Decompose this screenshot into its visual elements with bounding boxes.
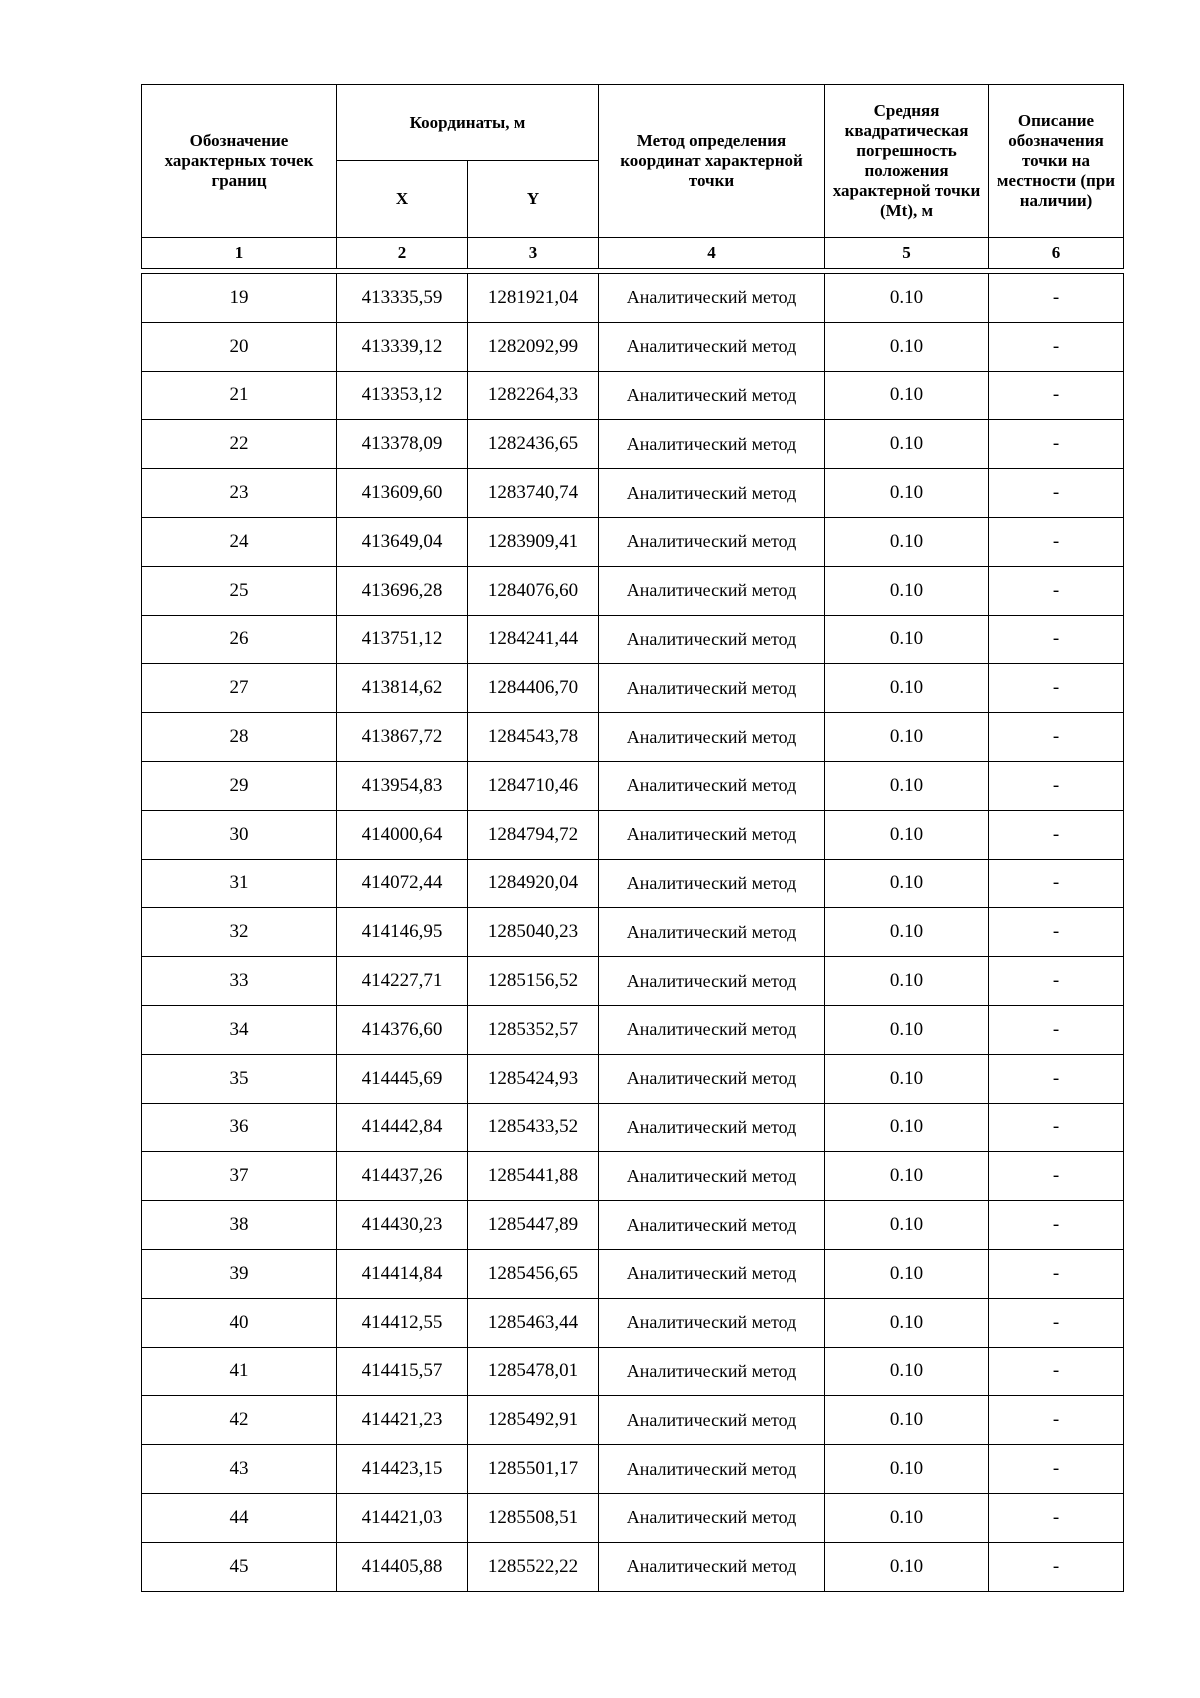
mean-error-cell: 0.10: [825, 1054, 989, 1103]
x-coordinate-cell: 413696,28: [337, 566, 468, 615]
y-coordinate-cell: 1284794,72: [468, 810, 599, 859]
description-cell: -: [989, 664, 1124, 713]
mean-error-cell: 0.10: [825, 1298, 989, 1347]
description-cell: -: [989, 1542, 1124, 1591]
x-coordinate-cell: 414421,03: [337, 1493, 468, 1542]
table-row: [142, 713, 1124, 762]
x-coordinate-cell: 413378,09: [337, 420, 468, 469]
description-cell: -: [989, 1201, 1124, 1250]
method-cell: Аналитический метод: [599, 322, 825, 371]
point-number-cell: 29: [142, 761, 337, 810]
method-cell: Аналитический метод: [599, 517, 825, 566]
method-cell: Аналитический метод: [599, 1542, 825, 1591]
method-cell: Аналитический метод: [599, 469, 825, 518]
header-coordinates: Координаты, м: [337, 85, 599, 161]
point-number-cell: 30: [142, 810, 337, 859]
description-cell: -: [989, 908, 1124, 957]
method-cell: Аналитический метод: [599, 908, 825, 957]
x-coordinate-cell: 414072,44: [337, 859, 468, 908]
point-number-cell: 27: [142, 664, 337, 713]
y-coordinate-cell: 1282264,33: [468, 371, 599, 420]
column-number: 5: [825, 238, 989, 269]
y-coordinate-cell: 1283909,41: [468, 517, 599, 566]
table-row: [142, 420, 1124, 469]
y-coordinate-cell: 1284406,70: [468, 664, 599, 713]
mean-error-cell: 0.10: [825, 957, 989, 1006]
method-cell: Аналитический метод: [599, 664, 825, 713]
mean-error-cell: 0.10: [825, 664, 989, 713]
y-coordinate-cell: 1284710,46: [468, 761, 599, 810]
x-coordinate-cell: 414414,84: [337, 1249, 468, 1298]
coordinates-table: [141, 84, 1124, 1592]
description-cell: -: [989, 761, 1124, 810]
point-number-cell: 40: [142, 1298, 337, 1347]
method-cell: Аналитический метод: [599, 1054, 825, 1103]
table-body: [142, 269, 1124, 1592]
mean-error-cell: 0.10: [825, 371, 989, 420]
header-method: Метод определения координат характерной точки: [599, 85, 825, 238]
method-cell: Аналитический метод: [599, 1445, 825, 1494]
description-cell: -: [989, 1347, 1124, 1396]
x-coordinate-cell: 414405,88: [337, 1542, 468, 1591]
x-coordinate-cell: 414376,60: [337, 1005, 468, 1054]
table-row: [142, 664, 1124, 713]
y-coordinate-cell: 1285478,01: [468, 1347, 599, 1396]
y-coordinate-cell: 1285156,52: [468, 957, 599, 1006]
point-number-cell: 22: [142, 420, 337, 469]
point-number-cell: 32: [142, 908, 337, 957]
table-row: [142, 274, 1124, 323]
mean-error-cell: 0.10: [825, 1005, 989, 1054]
point-number-cell: 19: [142, 274, 337, 323]
table-header: [142, 85, 1124, 269]
header-y: Y: [468, 161, 599, 238]
method-cell: Аналитический метод: [599, 1005, 825, 1054]
x-coordinate-cell: 413335,59: [337, 274, 468, 323]
description-cell: -: [989, 1152, 1124, 1201]
method-cell: Аналитический метод: [599, 420, 825, 469]
x-coordinate-cell: 413954,83: [337, 761, 468, 810]
table-row: [142, 1542, 1124, 1591]
method-cell: Аналитический метод: [599, 1103, 825, 1152]
point-number-cell: 42: [142, 1396, 337, 1445]
x-coordinate-cell: 413339,12: [337, 322, 468, 371]
method-cell: Аналитический метод: [599, 371, 825, 420]
x-coordinate-cell: 413353,12: [337, 371, 468, 420]
description-cell: -: [989, 420, 1124, 469]
method-cell: Аналитический метод: [599, 1347, 825, 1396]
x-coordinate-cell: 414146,95: [337, 908, 468, 957]
method-cell: Аналитический метод: [599, 1201, 825, 1250]
x-coordinate-cell: 414412,55: [337, 1298, 468, 1347]
point-number-cell: 36: [142, 1103, 337, 1152]
point-number-cell: 25: [142, 566, 337, 615]
table-row: [142, 566, 1124, 615]
method-cell: Аналитический метод: [599, 810, 825, 859]
mean-error-cell: 0.10: [825, 1201, 989, 1250]
x-coordinate-cell: 414227,71: [337, 957, 468, 1006]
method-cell: Аналитический метод: [599, 713, 825, 762]
y-coordinate-cell: 1285501,17: [468, 1445, 599, 1494]
mean-error-cell: 0.10: [825, 1542, 989, 1591]
method-cell: Аналитический метод: [599, 566, 825, 615]
y-coordinate-cell: 1284241,44: [468, 615, 599, 664]
point-number-cell: 44: [142, 1493, 337, 1542]
y-coordinate-cell: 1282092,99: [468, 322, 599, 371]
table-row: [142, 1005, 1124, 1054]
y-coordinate-cell: 1285441,88: [468, 1152, 599, 1201]
y-coordinate-cell: 1284543,78: [468, 713, 599, 762]
column-number: 4: [599, 238, 825, 269]
point-number-cell: 24: [142, 517, 337, 566]
header-x: X: [337, 161, 468, 238]
point-number-cell: 31: [142, 859, 337, 908]
table-row: [142, 1103, 1124, 1152]
description-cell: -: [989, 1298, 1124, 1347]
header-mean-error: Средняя квадратическая погрешность положения характерной точки (Mt), м: [825, 85, 989, 238]
y-coordinate-cell: 1283740,74: [468, 469, 599, 518]
y-coordinate-cell: 1282436,65: [468, 420, 599, 469]
method-cell: Аналитический метод: [599, 957, 825, 1006]
x-coordinate-cell: 413867,72: [337, 713, 468, 762]
x-coordinate-cell: 413649,04: [337, 517, 468, 566]
method-cell: Аналитический метод: [599, 1396, 825, 1445]
x-coordinate-cell: 413814,62: [337, 664, 468, 713]
method-cell: Аналитический метод: [599, 1298, 825, 1347]
point-number-cell: 38: [142, 1201, 337, 1250]
point-number-cell: 34: [142, 1005, 337, 1054]
y-coordinate-cell: 1285040,23: [468, 908, 599, 957]
x-coordinate-cell: 414437,26: [337, 1152, 468, 1201]
point-number-cell: 20: [142, 322, 337, 371]
mean-error-cell: 0.10: [825, 1396, 989, 1445]
mean-error-cell: 0.10: [825, 810, 989, 859]
table-row: [142, 908, 1124, 957]
mean-error-cell: 0.10: [825, 469, 989, 518]
table-row: [142, 859, 1124, 908]
description-cell: -: [989, 1445, 1124, 1494]
mean-error-cell: 0.10: [825, 420, 989, 469]
x-coordinate-cell: 414415,57: [337, 1347, 468, 1396]
mean-error-cell: 0.10: [825, 1152, 989, 1201]
description-cell: -: [989, 859, 1124, 908]
table-row: [142, 761, 1124, 810]
mean-error-cell: 0.10: [825, 517, 989, 566]
point-number-cell: 43: [142, 1445, 337, 1494]
coordinates-table-page: [141, 84, 1123, 1592]
table-row: [142, 371, 1124, 420]
mean-error-cell: 0.10: [825, 1249, 989, 1298]
column-numbers-row: [142, 238, 1124, 269]
x-coordinate-cell: 414423,15: [337, 1445, 468, 1494]
description-cell: -: [989, 322, 1124, 371]
table-row: [142, 322, 1124, 371]
y-coordinate-cell: 1281921,04: [468, 274, 599, 323]
description-cell: -: [989, 469, 1124, 518]
mean-error-cell: 0.10: [825, 1103, 989, 1152]
point-number-cell: 23: [142, 469, 337, 518]
point-number-cell: 28: [142, 713, 337, 762]
table-row: [142, 810, 1124, 859]
table-row: [142, 1298, 1124, 1347]
table-row: [142, 1493, 1124, 1542]
table-row: [142, 615, 1124, 664]
table-row: [142, 1201, 1124, 1250]
description-cell: -: [989, 274, 1124, 323]
description-cell: -: [989, 810, 1124, 859]
point-number-cell: 45: [142, 1542, 337, 1591]
mean-error-cell: 0.10: [825, 859, 989, 908]
y-coordinate-cell: 1285463,44: [468, 1298, 599, 1347]
description-cell: -: [989, 713, 1124, 762]
description-cell: -: [989, 517, 1124, 566]
column-number: 3: [468, 238, 599, 269]
method-cell: Аналитический метод: [599, 1152, 825, 1201]
x-coordinate-cell: 413609,60: [337, 469, 468, 518]
table-row: [142, 517, 1124, 566]
point-number-cell: 21: [142, 371, 337, 420]
table-row: [142, 1445, 1124, 1494]
column-number: 1: [142, 238, 337, 269]
description-cell: -: [989, 615, 1124, 664]
table-row: [142, 1249, 1124, 1298]
y-coordinate-cell: 1285447,89: [468, 1201, 599, 1250]
y-coordinate-cell: 1285456,65: [468, 1249, 599, 1298]
mean-error-cell: 0.10: [825, 713, 989, 762]
y-coordinate-cell: 1285352,57: [468, 1005, 599, 1054]
y-coordinate-cell: 1285508,51: [468, 1493, 599, 1542]
y-coordinate-cell: 1285522,22: [468, 1542, 599, 1591]
x-coordinate-cell: 413751,12: [337, 615, 468, 664]
column-number: 6: [989, 238, 1124, 269]
table-row: [142, 1054, 1124, 1103]
x-coordinate-cell: 414442,84: [337, 1103, 468, 1152]
header-point-designation: Обозначение характерных точек границ: [142, 85, 337, 238]
mean-error-cell: 0.10: [825, 908, 989, 957]
point-number-cell: 35: [142, 1054, 337, 1103]
description-cell: -: [989, 1493, 1124, 1542]
method-cell: Аналитический метод: [599, 274, 825, 323]
description-cell: -: [989, 957, 1124, 1006]
mean-error-cell: 0.10: [825, 1493, 989, 1542]
y-coordinate-cell: 1285492,91: [468, 1396, 599, 1445]
mean-error-cell: 0.10: [825, 1445, 989, 1494]
method-cell: Аналитический метод: [599, 1249, 825, 1298]
mean-error-cell: 0.10: [825, 615, 989, 664]
mean-error-cell: 0.10: [825, 322, 989, 371]
header-description: Описание обозначения точки на местности (при наличии): [989, 85, 1124, 238]
mean-error-cell: 0.10: [825, 274, 989, 323]
x-coordinate-cell: 414430,23: [337, 1201, 468, 1250]
method-cell: Аналитический метод: [599, 615, 825, 664]
point-number-cell: 37: [142, 1152, 337, 1201]
table-row: [142, 1152, 1124, 1201]
point-number-cell: 39: [142, 1249, 337, 1298]
y-coordinate-cell: 1284920,04: [468, 859, 599, 908]
table-row: [142, 1347, 1124, 1396]
y-coordinate-cell: 1284076,60: [468, 566, 599, 615]
method-cell: Аналитический метод: [599, 1493, 825, 1542]
table-row: [142, 957, 1124, 1006]
method-cell: Аналитический метод: [599, 761, 825, 810]
description-cell: -: [989, 1054, 1124, 1103]
y-coordinate-cell: 1285424,93: [468, 1054, 599, 1103]
mean-error-cell: 0.10: [825, 761, 989, 810]
mean-error-cell: 0.10: [825, 1347, 989, 1396]
table-row: [142, 1396, 1124, 1445]
y-coordinate-cell: 1285433,52: [468, 1103, 599, 1152]
x-coordinate-cell: 414445,69: [337, 1054, 468, 1103]
point-number-cell: 33: [142, 957, 337, 1006]
table-row: [142, 469, 1124, 518]
description-cell: -: [989, 1005, 1124, 1054]
column-number: 2: [337, 238, 468, 269]
description-cell: -: [989, 371, 1124, 420]
point-number-cell: 26: [142, 615, 337, 664]
x-coordinate-cell: 414421,23: [337, 1396, 468, 1445]
method-cell: Аналитический метод: [599, 859, 825, 908]
x-coordinate-cell: 414000,64: [337, 810, 468, 859]
description-cell: -: [989, 1103, 1124, 1152]
point-number-cell: 41: [142, 1347, 337, 1396]
description-cell: -: [989, 1249, 1124, 1298]
mean-error-cell: 0.10: [825, 566, 989, 615]
description-cell: -: [989, 1396, 1124, 1445]
description-cell: -: [989, 566, 1124, 615]
